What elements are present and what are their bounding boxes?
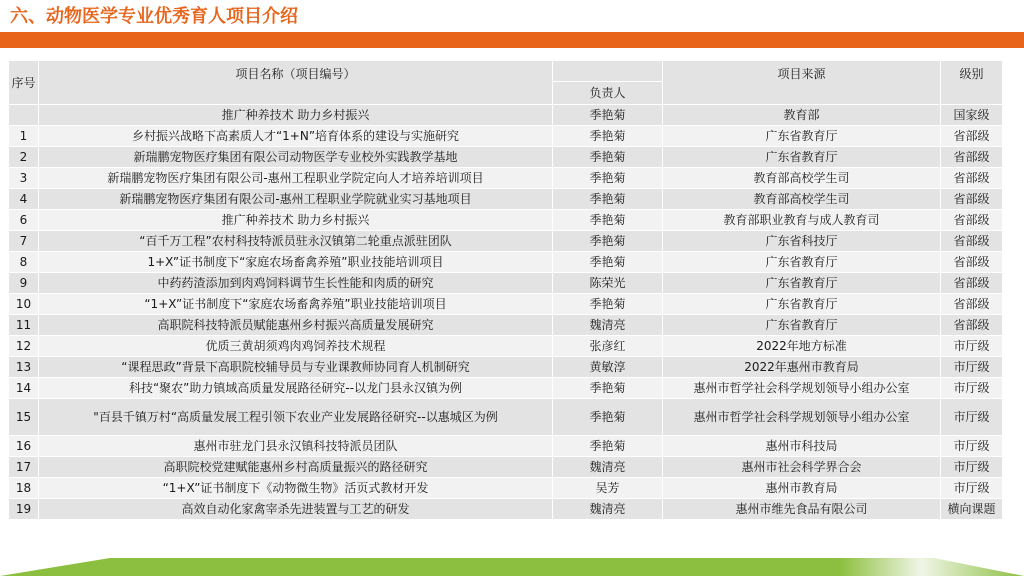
row-project-name: 1+X”证书制度下“家庭农场畜禽养殖”职业技能培训项目 [39,252,553,273]
page-title: 六、动物医学专业优秀育人项目介绍 [10,6,298,27]
table-row [9,231,1003,252]
row-level: 市厅级 [941,378,1003,399]
row-source: 广东省教育厅 [663,126,941,147]
row-owner: 张彦红 [553,336,663,357]
header-level [941,61,1003,105]
row-seq: 9 [9,273,39,294]
row-project-name: 新瑞鹏宠物医疗集团有限公司动物医学专业校外实践教学基地 [39,147,553,168]
row-level: 市厅级 [941,457,1003,478]
table-row [9,189,1003,210]
table-row [9,105,1003,126]
row-source: 教育部职业教育与成人教育司 [663,210,941,231]
row-seq [9,105,39,126]
table-row [9,252,1003,273]
row-level: 市厅级 [941,478,1003,499]
table-row [9,378,1003,399]
row-level: 省部级 [941,147,1003,168]
row-project-name: “百千万工程”农村科技特派员驻永汉镇第二轮重点派驻团队 [39,231,553,252]
table-row [9,457,1003,478]
row-project-name: “课程思政”背景下高职院校辅导员与专业课教师协同育人机制研究 [39,357,553,378]
table-header-row [9,61,1003,82]
row-source: 教育部高校学生司 [663,168,941,189]
row-project-name: 乡村振兴战略下高素质人才“1+N”培育体系的建设与实施研究 [39,126,553,147]
row-seq: 7 [9,231,39,252]
table-row [9,499,1003,520]
row-source: 惠州市科技局 [663,436,941,457]
row-owner: 季艳菊 [553,436,663,457]
row-project-name: 科技“聚农”助力镇域高质量发展路径研究--以龙门县永汉镇为例 [39,378,553,399]
row-source: 2022年地方标准 [663,336,941,357]
row-project-name: 高职院科技特派员赋能惠州乡村振兴高质量发展研究 [39,315,553,336]
header-source-label: 项目来源 [777,67,826,81]
row-source: 惠州市社会科学界合会 [663,457,941,478]
row-owner: 季艳菊 [553,147,663,168]
row-project-name: “1+X”证书制度下“家庭农场畜禽养殖”职业技能培训项目 [39,294,553,315]
row-project-name: 优质三黄胡须鸡肉鸡饲养技术规程 [39,336,553,357]
title-underline-bar [0,32,1024,48]
header-level-label: 级别 [959,67,984,81]
table-row [9,436,1003,457]
row-project-name: 中药药渣添加到肉鸡饲料调节生长性能和肉质的研究 [39,273,553,294]
table-row [9,273,1003,294]
row-seq: 11 [9,315,39,336]
row-project-name: “1+X”证书制度下《动物微生物》活页式教材开发 [39,478,553,499]
row-seq: 4 [9,189,39,210]
row-source: 惠州市教育局 [663,478,941,499]
row-seq: 14 [9,378,39,399]
row-project-name: 推广种养技术 助力乡村振兴 [39,105,553,126]
row-level: 省部级 [941,294,1003,315]
row-owner: 季艳菊 [553,105,663,126]
row-project-name: 高职院校党建赋能惠州乡村高质量振兴的路径研究 [39,457,553,478]
row-seq: 13 [9,357,39,378]
projects-table [8,60,1003,520]
header-name-label: 项目名称（项目编号） [235,67,356,81]
row-source: 广东省教育厅 [663,252,941,273]
header-owner-top [553,61,663,82]
row-owner: 黄敏淳 [553,357,663,378]
row-level: 省部级 [941,168,1003,189]
table-row [9,399,1003,436]
row-seq: 1 [9,126,39,147]
row-seq: 8 [9,252,39,273]
row-seq: 10 [9,294,39,315]
footer-band-left-cut [0,558,110,576]
row-owner: 季艳菊 [553,210,663,231]
row-source: 广东省教育厅 [663,294,941,315]
row-source: 教育部 [663,105,941,126]
row-seq: 19 [9,499,39,520]
row-owner: 季艳菊 [553,378,663,399]
table-row [9,294,1003,315]
row-project-name: 推广种养技术 助力乡村振兴 [39,210,553,231]
header-seq [9,61,39,105]
row-level: 市厅级 [941,357,1003,378]
row-owner: 季艳菊 [553,399,663,436]
row-level: 省部级 [941,315,1003,336]
row-source: 教育部高校学生司 [663,189,941,210]
row-seq: 6 [9,210,39,231]
row-seq: 2 [9,147,39,168]
row-seq: 17 [9,457,39,478]
row-source: 广东省教育厅 [663,315,941,336]
row-project-name: 新瑞鹏宠物医疗集团有限公司-惠州工程职业学院定向人才培养培训项目 [39,168,553,189]
row-owner: 季艳菊 [553,168,663,189]
table-row [9,168,1003,189]
row-seq: 18 [9,478,39,499]
row-owner: 魏清亮 [553,315,663,336]
table-row [9,336,1003,357]
row-source: 惠州市哲学社会科学规划领导小组办公室 [663,399,941,436]
row-owner: 魏清亮 [553,499,663,520]
table-row [9,147,1003,168]
header-name [39,61,553,105]
row-level: 市厅级 [941,399,1003,436]
row-owner: 魏清亮 [553,457,663,478]
row-owner: 季艳菊 [553,231,663,252]
row-level: 市厅级 [941,336,1003,357]
row-project-name: 惠州市驻龙门县永汉镇科技特派员团队 [39,436,553,457]
row-source: 广东省科技厅 [663,231,941,252]
row-source: 广东省教育厅 [663,147,941,168]
row-level: 市厅级 [941,436,1003,457]
row-level: 省部级 [941,210,1003,231]
table-row [9,126,1003,147]
row-level: 横向课题 [941,499,1003,520]
row-source: 惠州市哲学社会科学规划领导小组办公室 [663,378,941,399]
table-row [9,315,1003,336]
header-seq-label: 序号 [11,75,36,90]
row-project-name: 高效自动化家禽宰杀先进装置与工艺的研发 [39,499,553,520]
row-source: 2022年惠州市教育局 [663,357,941,378]
row-project-name: "百县千镇万村“高质量发展工程引领下农业产业发展路径研究--以惠城区为例 [39,399,553,436]
row-level: 省部级 [941,252,1003,273]
table-row [9,478,1003,499]
row-seq: 3 [9,168,39,189]
row-level: 国家级 [941,105,1003,126]
footer-band-right-cut [934,558,1024,576]
row-owner: 季艳菊 [553,252,663,273]
row-seq: 12 [9,336,39,357]
row-owner: 吴芳 [553,478,663,499]
row-owner: 季艳菊 [553,294,663,315]
row-seq: 15 [9,399,39,436]
row-project-name: 新瑞鹏宠物医疗集团有限公司-惠州工程职业学院就业实习基地项目 [39,189,553,210]
row-owner: 陈荣光 [553,273,663,294]
footer-band [0,558,1024,576]
row-seq: 16 [9,436,39,457]
table-row [9,210,1003,231]
row-level: 省部级 [941,231,1003,252]
header-source [663,61,941,105]
row-level: 省部级 [941,189,1003,210]
row-owner: 季艳菊 [553,126,663,147]
row-level: 省部级 [941,126,1003,147]
table-row [9,357,1003,378]
row-owner: 季艳菊 [553,189,663,210]
header-owner-label: 负责人 [589,86,626,100]
row-source: 广东省教育厅 [663,273,941,294]
header-owner [553,82,663,105]
row-source: 惠州市维先食品有限公司 [663,499,941,520]
row-level: 省部级 [941,273,1003,294]
